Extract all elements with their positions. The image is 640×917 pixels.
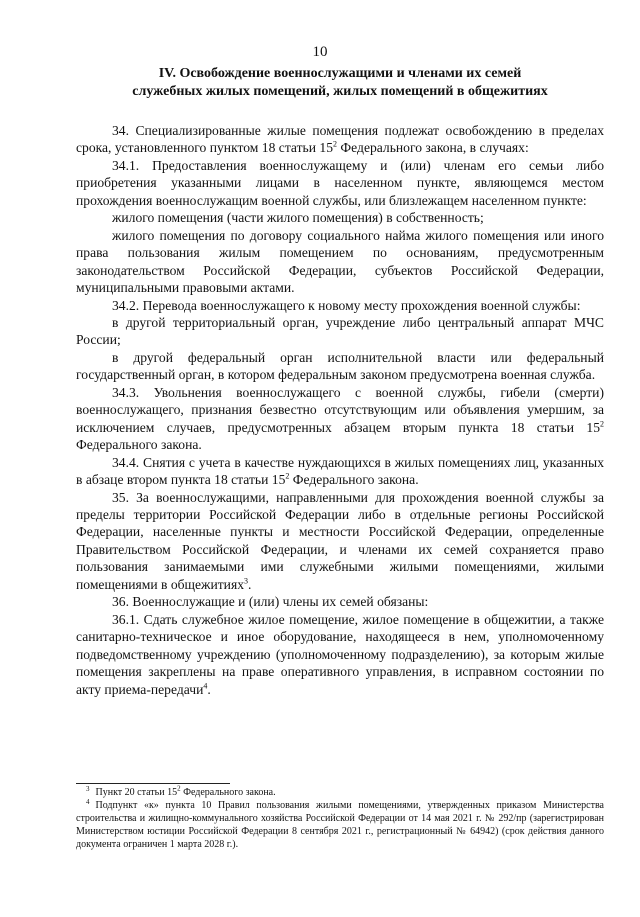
document-body (76, 122, 604, 698)
paragraph-p34-3 (76, 384, 604, 454)
paragraph-p34-1b (76, 227, 604, 297)
footnote-number: 3 (86, 784, 90, 793)
superscript: 3 (244, 576, 248, 586)
paragraph-text: 34.4. Снятия с учета в качестве нуждающихся в жилых помещениях лиц, указанных в абзаце втором пункта 18 статьи 15 (76, 454, 604, 488)
paragraph-tail: Федерального закона. (289, 472, 419, 488)
paragraph-p34-1a (76, 209, 604, 226)
paragraph-p36-1 (76, 611, 604, 698)
paragraph-p34-1 (76, 157, 604, 209)
superscript: 2 (333, 139, 338, 149)
paragraph-p34-2 (76, 297, 604, 314)
superscript: 2 (600, 419, 604, 429)
page-number: 10 (312, 44, 328, 60)
paragraph-text: 34. Специализированные жилые помещения подлежат освобождению в пределах срока, установленного пунктом 18 статьи 15 (76, 123, 604, 156)
footnote-text: Пункт 20 статьи 15 (95, 787, 178, 798)
paragraph-text: в другой территориальный орган, учреждение либо центральный аппарат МЧС России; (76, 314, 604, 348)
section-title (76, 65, 604, 101)
paragraph-text: в другой федеральный орган исполнительной власти или федеральный государственный орган, в котором федеральным законом предусмотрена военная служба. (76, 349, 604, 383)
footnote-tail: Федерального закона. (180, 787, 276, 798)
footnote-text: Подпункт «к» пункта 10 Правил пользования жилыми помещениями, утвержденных приказом Министерства строительства и жилищно-коммунального хозяйства Российской Федерации от 14 мая 2021 г. № 292/пр (зарегистрирован Министерством юстиции Российской Федерации 8 сентября 2021 г., регистрационный № 64942) (срок действия данного документа ограничен 1 марта 2028 г.). (76, 800, 604, 850)
footnote-4 (76, 799, 604, 851)
superscript: 2 (285, 471, 290, 481)
paragraph-tail: Федерального закона. (76, 437, 202, 453)
paragraph-p36 (76, 593, 604, 610)
paragraph-text: 34.1. Предоставления военнослужащему и (или) членам его семьи либо приобретения указанными лицами в населенном пункте, являющемся местом прохождения военнослужащим военной службы, или близлежащем населенном пункте: (76, 157, 604, 208)
footnotes (76, 786, 604, 851)
paragraph-text: 34.2. Перевода военнослужащего к новому месту прохождения военной службы: (112, 297, 581, 313)
paragraph-tail: . (248, 576, 252, 592)
paragraph-text: жилого помещения по договору социального найма жилого помещения или иного права пользования жилым помещением по основаниям, предусмотренным законодательством Российской Федерации, субъектов Российской Федерации, муниципальными правовыми актами. (76, 227, 604, 296)
paragraph-p34 (76, 122, 604, 157)
paragraph-p35 (76, 489, 604, 594)
paragraph-tail: . (207, 681, 211, 697)
paragraph-text: 36.1. Сдать служебное жилое помещение, жилое помещение в общежитии, а также санитарно-техническое и иное оборудование, находящееся в нем, уполномоченному подведомственному учреждению (уполномоченному подразделению), за которым жилые помещения закреплены на праве оперативного управления, в исправном состоянии по акту приема-передачи (76, 611, 604, 697)
paragraph-p34-4 (76, 454, 604, 489)
footnote-number: 4 (86, 797, 90, 806)
section-title-line-1: IV. Освобождение военнослужащими и членами их семей (158, 66, 522, 81)
superscript: 4 (203, 680, 208, 690)
footnote-3 (76, 786, 604, 799)
paragraph-text: 34.3. Увольнения военнослужащего с военной службы, гибели (смерти) военнослужащего, признания безвестно отсутствующим или объявления умершим, за исключением случаев, предусмотренных абзацем вторым пункта 18 статьи 15 (76, 384, 604, 435)
paragraph-text: 36. Военнослужащие и (или) члены их семей обязаны: (112, 594, 429, 610)
paragraph-text: жилого помещения (части жилого помещения) в собственность; (112, 210, 484, 226)
superscript: 2 (177, 784, 181, 793)
paragraph-text: 35. За военнослужащими, направленными для прохождения военной службы за пределы территории Российской Федерации либо в отдельные регионы Российской Федерации, населенные пункты и местности Российской Федерации, определенные Правительством Российской Федерации, и членами их семей сохраняется право пользования занимаемыми ими служебными жилыми помещениями, жилыми помещениями в общежитиях (76, 489, 604, 592)
paragraph-p34-2a (76, 314, 604, 349)
section-title-line-2: служебных жилых помещений, жилых помещений в общежитиях (132, 84, 548, 99)
footnote-divider (76, 783, 230, 784)
paragraph-p34-2b (76, 349, 604, 384)
paragraph-tail: Федерального закона, в случаях: (337, 140, 529, 156)
